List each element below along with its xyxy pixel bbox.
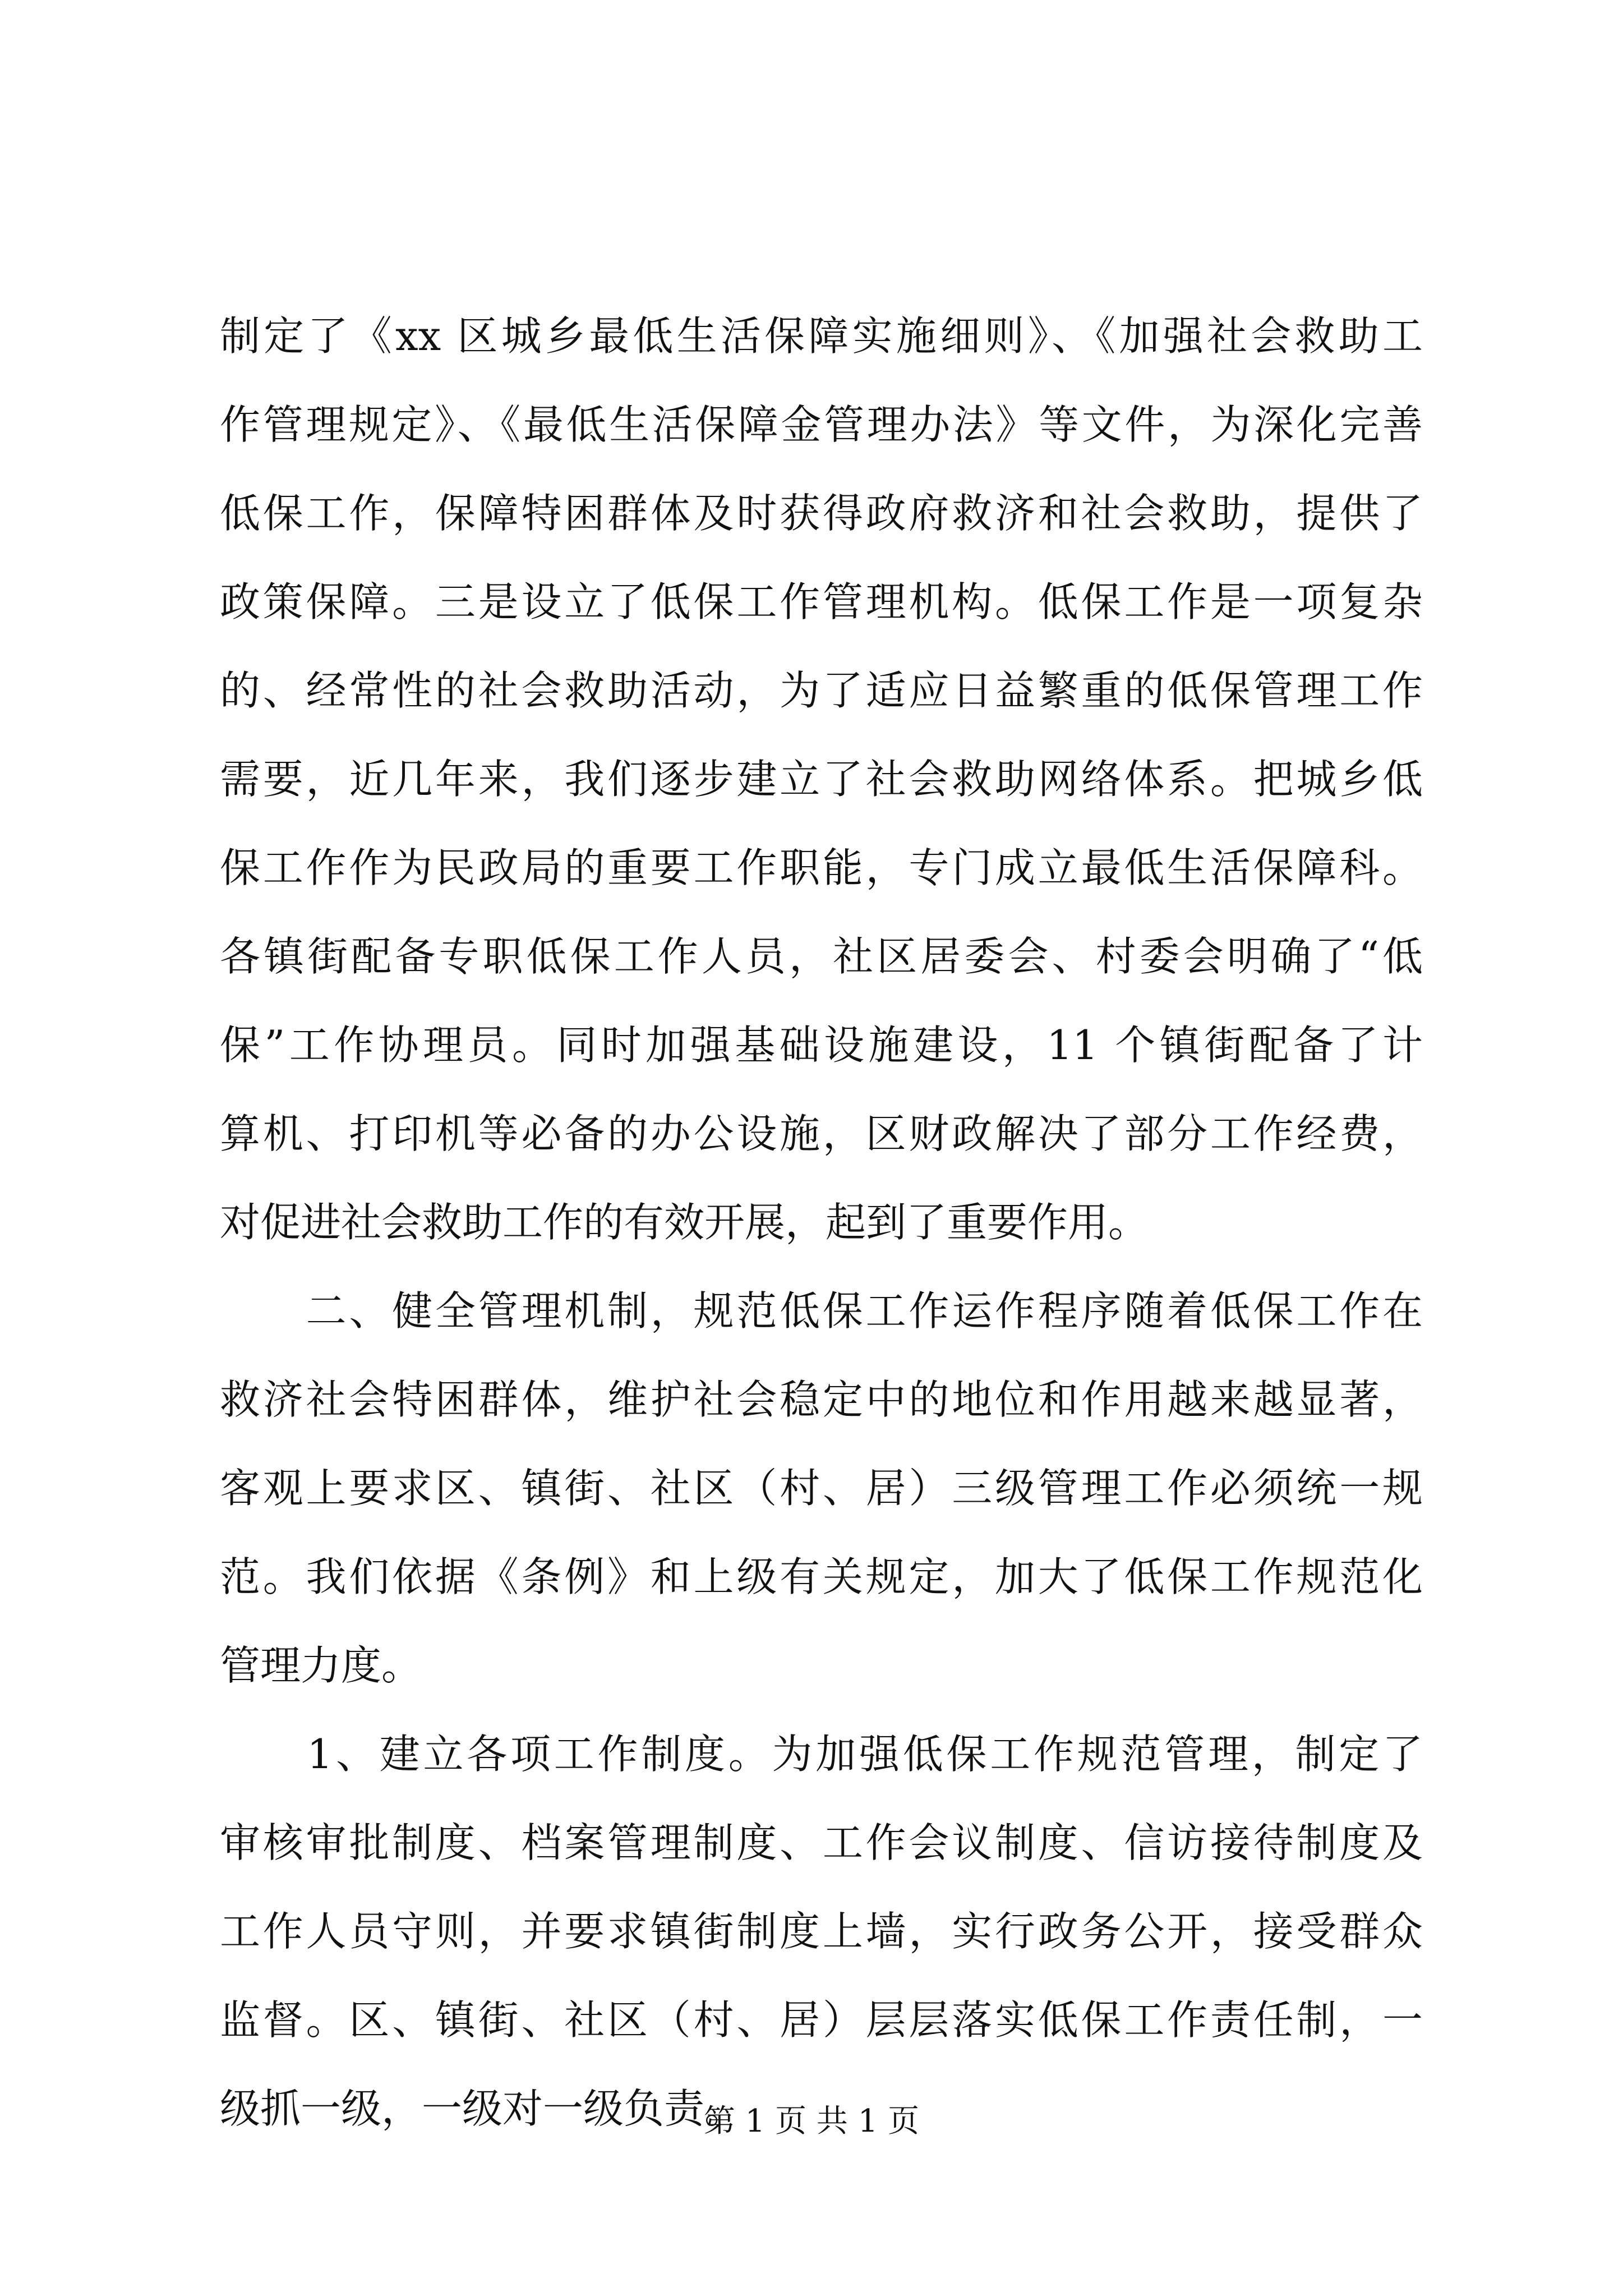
text-line: 审核审批制度、档案管理制度、工作会议制度、信访接待制度及 — [220, 1819, 1423, 1866]
text-line: 各镇街配备专职低保工作人员，社区居委会、村委会明确了“低 — [220, 933, 1423, 980]
text-line: 制定了《xx 区城乡最低生活保障实施细则》、《加强社会救助工 — [220, 312, 1423, 360]
page-number-footer: 第 1 页 共 1 页 — [703, 2103, 920, 2139]
text-line: 救济社会特困群体，维护社会稳定中的地位和作用越来越显著， — [220, 1376, 1423, 1423]
text-line: 对促进社会救助工作的有效开展，起到了重要作用。 — [220, 1199, 1149, 1246]
text-line: 政策保障。三是设立了低保工作管理机构。低保工作是一项复杂 — [220, 578, 1423, 625]
text-line: 范。我们依据《条例》和上级有关规定，加大了低保工作规范化 — [220, 1553, 1423, 1600]
text-line: 保”工作协理员。同时加强基础设施建设，11 个镇街配备了计 — [220, 1022, 1423, 1069]
text-line: 保工作作为民政局的重要工作职能，专门成立最低生活保障科。 — [220, 844, 1423, 891]
text-line: 算机、打印机等必备的办公设施，区财政解决了部分工作经费， — [220, 1110, 1423, 1157]
text-line: 工作人员守则，并要求镇街制度上墙，实行政务公开，接受群众 — [220, 1908, 1423, 1955]
text-line: 作管理规定》、《最低生活保障金管理办法》等文件，为深化完善 — [220, 401, 1423, 448]
text-line: 需要，近几年来，我们逐步建立了社会救助网络体系。把城乡低 — [220, 756, 1423, 803]
text-line: 的、经常性的社会救助活动，为了适应日益繁重的低保管理工作 — [220, 667, 1423, 714]
text-line: 低保工作，保障特困群体及时获得政府救济和社会救助，提供了 — [220, 490, 1423, 537]
document-body — [220, 292, 1423, 2153]
text-line: 客观上要求区、镇街、社区（村、居）三级管理工作必须统一规 — [220, 1465, 1423, 1512]
text-line: 1、建立各项工作制度。为加强低保工作规范管理，制定了 — [220, 1731, 1423, 1778]
text-line: 监督。区、镇街、社区（村、居）层层落实低保工作责任制，一 — [220, 1996, 1423, 2044]
text-line: 级抓一级，一级对一级负责。 — [220, 2085, 745, 2132]
text-line: 管理力度。 — [220, 1642, 422, 1689]
text-line: 二、健全管理机制，规范低保工作运作程序随着低保工作在 — [220, 1287, 1423, 1335]
